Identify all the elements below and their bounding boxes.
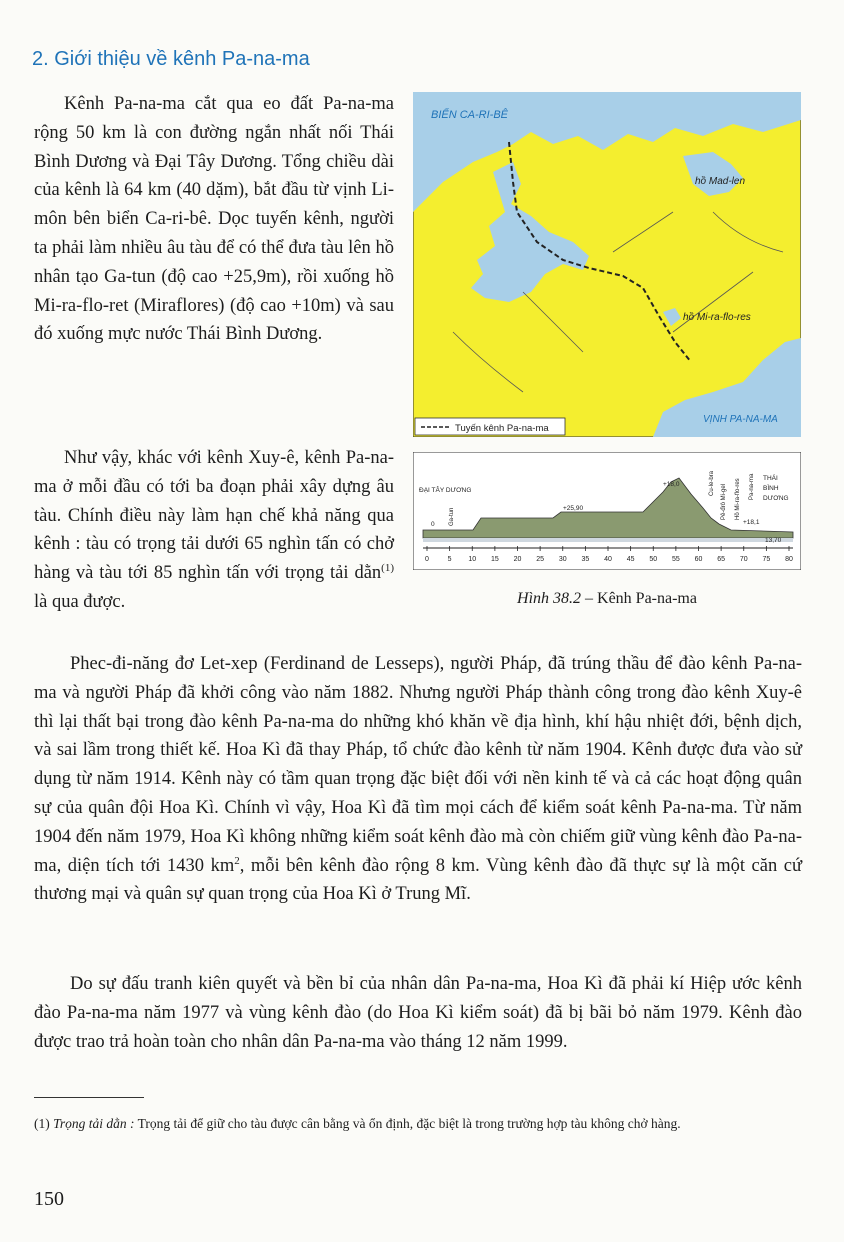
caption-text: – Kênh Pa-na-ma (581, 590, 697, 607)
km-tick-label: 30 (558, 556, 567, 563)
label-gatun: Ga-tun (449, 507, 455, 526)
elev-1370: 13,70 (765, 537, 782, 544)
footnote-mark: (1) (34, 1116, 54, 1131)
label-bay: VỊNH PA-NA-MA (703, 414, 778, 425)
paragraph-locks (34, 444, 394, 617)
p3-end: , mỗi bên kênh đào rộng 8 km. Vùng kênh đào đã thực sự là một căn cứ thương mại và quân sự quan trọng của Hoa Kì ở Trung Mĩ. (34, 855, 802, 905)
p3-text: Phec-đi-năng đơ Let-xep (Ferdinand de Lesseps), người Pháp, đã trúng thầu để đào kênh Pa-na-ma và người Pháp đã khởi công vào năm 1882. Nhưng người Pháp thành công trong đào kênh Xuy-ê thì lại thất bại trong đào kênh Pa-na-ma do những khó khăn về địa hình, khí hậu nhiệt đới, bệnh dịch, và sai lầm trong thiết kế. Hoa Kì đã thay Pháp, tổ chức đào kênh từ năm 1904. Kênh được đưa vào sử dụng từ năm 1914. Kênh này có tầm quan trọng đặc biệt đối với nền kinh tế và cả các hoạt động quân sự của quân đội Hoa Kì. Chính vì vậy, Hoa Kì đã tìm mọi cách để kiểm soát kênh Pa-na-ma. Từ năm 1904 đến năm 1979, Hoa Kì không những kiểm soát kênh đào mà còn chiếm giữ vùng kênh đào Pa-na-ma, diện tích tới 1430 km (34, 654, 802, 876)
label-culebra: Cu-le-bra (709, 470, 715, 496)
label-miraflores: hồ Mi-ra-flo-res (683, 312, 751, 323)
p3-superscript: 2 (234, 854, 240, 867)
km-tick-label: 65 (717, 556, 726, 563)
km-tick-label: 55 (671, 556, 680, 563)
figure-caption (413, 590, 801, 608)
footnote-rule (34, 1097, 144, 1098)
footnote-ref: (1) (381, 562, 394, 575)
footnote (34, 1113, 802, 1135)
legend-label: Tuyến kênh Pa-na-ma (455, 423, 549, 434)
label-pedro: Pê-đrô Mi-gel (721, 483, 727, 520)
km-tick-label: 25 (536, 556, 545, 563)
p2-end: là qua được. (34, 591, 126, 612)
footnote-term: Trọng tải dằn : (53, 1116, 135, 1131)
elev-1810: +18,1 (743, 519, 760, 526)
label-caribbean: BIỂN CA-RI-BÊ (431, 109, 509, 121)
footnote-text: Trọng tải để giữ cho tàu được cân bằng và ổn định, đặc biệt là trong trường hợp tàu không chở hàng. (134, 1116, 681, 1131)
caption-number: Hình 38.2 (517, 590, 582, 607)
paragraph-intro: Kênh Pa-na-ma cắt qua eo đất Pa-na-ma rộng 50 km là con đường ngắn nhất nối Thái Bình Dương và Đại Tây Dương. Tổng chiều dài của kênh là 64 km (40 dặm), bắt đầu từ vịnh Li-môn bên biển Ca-ri-bê. Dọc tuyến kênh, người ta phải làm nhiều âu tàu để có thể đưa tàu lên hồ nhân tạo Ga-tun (độ cao +25,9m), rồi xuống hồ Mi-ra-flo-ret (Miraflores) (độ cao +10m) và sau đó xuống mực nước Thái Bình Dương. (34, 94, 394, 345)
km-tick-label: 5 (447, 556, 452, 563)
label-panama-profile: Pa-na-ma (749, 473, 755, 500)
km-tick-label: 70 (739, 556, 748, 563)
canal-elevation-profile (413, 452, 801, 570)
label-pacific-2: BÌNH (763, 485, 779, 492)
km-tick-label: 80 (785, 556, 793, 563)
panama-canal-map (413, 92, 801, 437)
label-madden: hồ Mad-len (695, 176, 746, 187)
km-tick-label: 60 (694, 556, 703, 563)
km-tick-label: 15 (490, 556, 499, 563)
p2-text: Như vậy, khác với kênh Xuy-ê, kênh Pa-na-ma ở mỗi đầu có tới ba đoạn phải xây dựng âu tàu. Chính điều này làm hạn chế khả năng qua kênh : tàu có trọng tải dưới 65 nghìn tấn có chở hàng và tàu tới 85 nghìn tấn với trọng tải dằn (34, 448, 394, 584)
km-tick-label: 35 (581, 556, 590, 563)
km-tick-label: 0 (425, 556, 429, 563)
elev-0: 0 (431, 521, 435, 528)
km-tick-label: 50 (649, 556, 658, 563)
page-number: 150 (34, 1188, 64, 1210)
km-tick-label: 40 (604, 556, 612, 563)
elev-180: +18,0 (663, 481, 680, 488)
paragraph-history (34, 650, 802, 909)
km-tick-label: 10 (468, 556, 477, 563)
elev-2590: +25,90 (563, 505, 584, 512)
label-pacific-1: THÁI (763, 475, 778, 482)
km-tick-label: 75 (762, 556, 771, 563)
paragraph-treaty: Do sự đấu tranh kiên quyết và bền bỉ của nhân dân Pa-na-ma, Hoa Kì đã phải kí Hiệp ước kênh đào Pa-na-ma năm 1977 và vùng kênh đào (do Hoa Kì kiểm soát) đã bị bãi bỏ năm 1979. Kênh đào được trao trả hoàn toàn cho nhân dân Pa-na-ma vào tháng 12 năm 1999. (34, 974, 802, 1052)
label-miraflores-profile: Hồ Mi-ra-flo-res (735, 478, 741, 520)
km-tick-label: 45 (626, 556, 635, 563)
label-pacific-3: DƯƠNG (763, 495, 789, 502)
label-atlantic: ĐẠI TÂY DƯƠNG (419, 487, 472, 494)
km-tick-label: 20 (513, 556, 522, 563)
section-heading: 2. Giới thiệu về kênh Pa-na-ma (32, 48, 310, 70)
